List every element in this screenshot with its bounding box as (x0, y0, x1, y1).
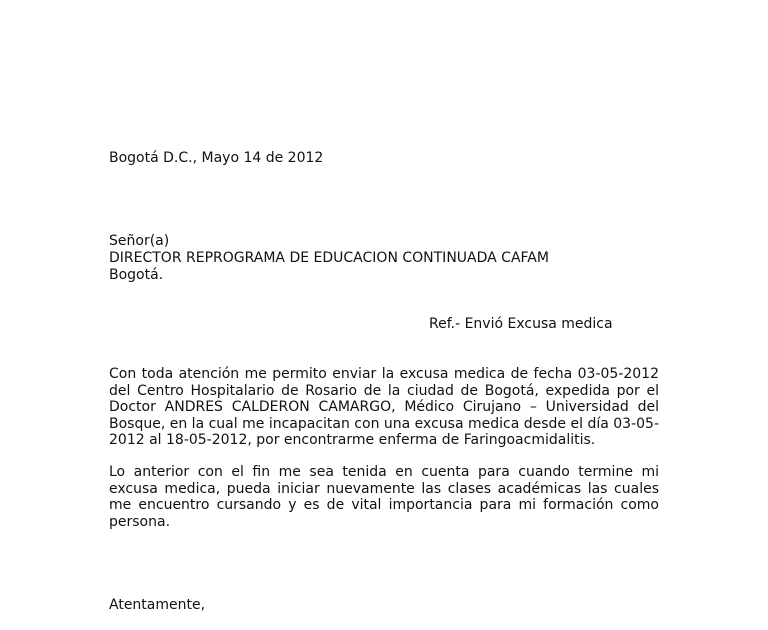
letter-date: Bogotá D.C., Mayo 14 de 2012 (109, 150, 324, 166)
body-paragraph-2: Lo anterior con el fin me sea tenida en cuenta para cuando termine mi excusa medica, pueda iniciar nuevamente las clases académicas las cuales me encuentro cursando y es de vital importancia para mi formación como persona. (109, 464, 659, 530)
recipient-block (109, 233, 549, 284)
recipient-title: DIRECTOR REPROGRAMA DE EDUCACION CONTINUADA CAFAM (109, 250, 549, 266)
closing-line: Atentamente, (109, 597, 206, 613)
body-paragraph-1: Con toda atención me permito enviar la excusa medica de fecha 03-05-2012 del Centro Hospitalario de Rosario de la ciudad de Bogotá, expedida por el Doctor ANDRES CALDERON CAMARGO, Médico Cirujano – Universidad del Bosque, en la cual me incapacitan con una excusa medica desde el día 03-05-2012 al 18-05-2012, por encontrarme enferma de Faringoacmidalitis. (109, 366, 659, 448)
reference-line: Ref.- Envió Excusa medica (429, 316, 613, 332)
recipient-city: Bogotá. (109, 267, 164, 283)
recipient-salutation: Señor(a) (109, 233, 170, 249)
